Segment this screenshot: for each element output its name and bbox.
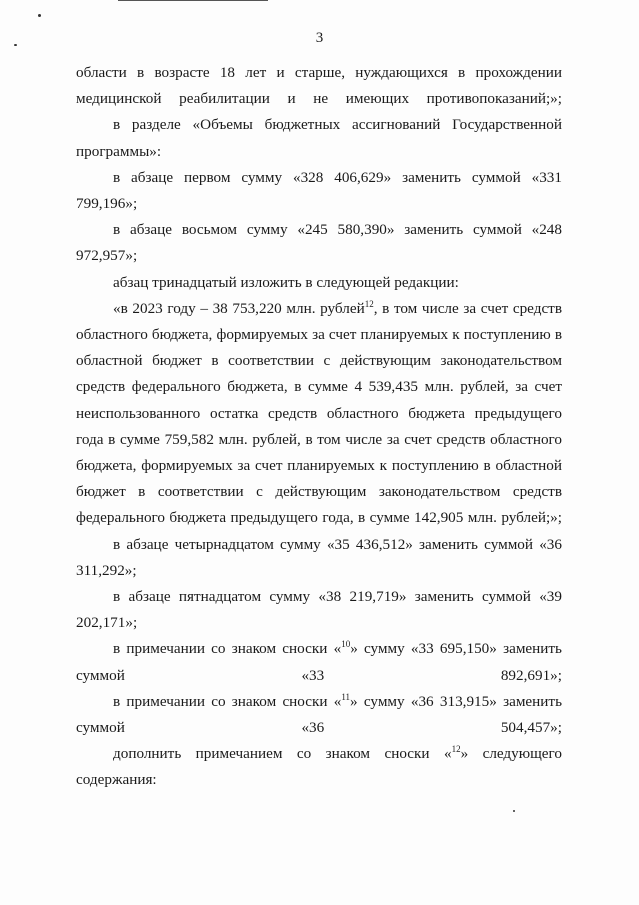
paragraph: в абзаце четырнадцатом сумму «35 436,512» заменить суммой «36 311,292»; (76, 535, 562, 579)
footnote-mark: 11 (341, 691, 351, 702)
scan-edge-line (118, 0, 268, 1)
document-body (76, 60, 562, 794)
footnote-mark: 12 (451, 744, 461, 755)
paragraph: в примечании со знаком сноски «$^{10}$» сумму «33 695,150» заменить суммой «33 892,691»; (76, 639, 562, 684)
paragraph: области в возрасте 18 лет и старше, нуждающихся в прохождении медицинской реабилитации и не имеющих противопоказаний;»; (76, 64, 562, 108)
paragraph: в абзаце пятнадцатом сумму «38 219,719» заменить суммой «39 202,171»; (76, 588, 562, 632)
paragraph: абзац тринадцатый изложить в следующей редакции: (113, 273, 459, 291)
paragraph: в примечании со знаком сноски «$^{11}$» сумму «36 313,915» заменить суммой «36 504,457»; (76, 691, 562, 737)
paragraph: в абзаце первом сумму «328 406,629» заменить суммой «331 799,196»; (76, 168, 562, 213)
paragraph: в абзаце восьмом сумму «245 580,390» заменить суммой «248 972,957»; (76, 221, 562, 265)
footnote-mark: 10 (341, 639, 351, 650)
paragraph: «в 2023 году – 38 753,220 млн. рублей$^{12}$, в том числе за счет средств областного бюджета, формируемых за счет планируемых к поступлению в областной бюджет в соответствии с действующим законодательством средств федерального бюджета, в сумме 4 539,435 млн. рублей, за счет неиспользованного остатка средств областного бюджета предыдущего года в сумме 759,582 млн. рублей, в том числе за счет средств областного бюджета, формируемых за счет планируемых к поступлению в областной бюджет в соответствии с действующим законодательством средств федерального бюджета предыдущего года, в сумме 142,905 млн. рублей;»; (76, 298, 562, 527)
footnote-mark: 12 (364, 298, 374, 309)
paragraph: в разделе «Объемы бюджетных ассигнований Государственной программы»: (76, 116, 562, 160)
scan-speck (513, 810, 515, 812)
scan-speck (38, 14, 41, 17)
paragraph: дополнить примечанием со знаком сноски «$^{12}$» следующего содержания: (76, 744, 562, 789)
page-number: 3 (315, 30, 324, 46)
